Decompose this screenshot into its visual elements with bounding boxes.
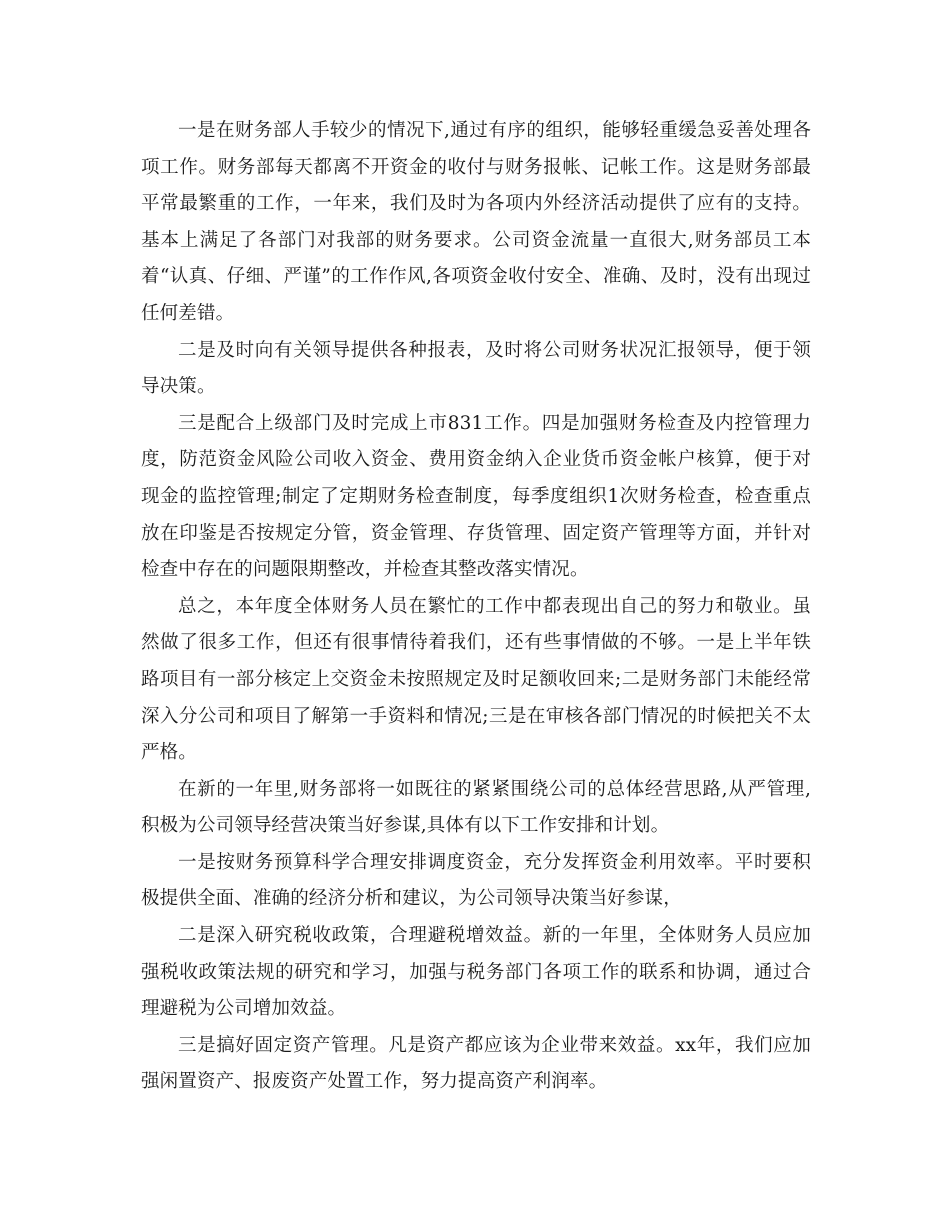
paragraph-2: 二是及时向有关领导提供各种报表，及时将公司财务状况汇报领导，便于领导决策。 [141,339,811,398]
paragraph-1: 一是在财务部人手较少的情况下,通过有序的组织，能够轻重缓急妥善处理各项工作。财务部每天都离不开资金的收付与财务报帐、记帐工作。这是财务部最平常最繁重的工作，一年来，我们及时为各项内外经济活动提供了应有的支持。基本上满足了各部门对我部的财务要求。公司资金流量一直很大,财务部员工本着“认真、仔细、严谨”的工作作风,各项资金收付安全、准确、及时，没有出现过任何差错。 [141,120,811,324]
paragraph-4: 总之，本年度全体财务人员在繁忙的工作中都表现出自己的努力和敬业。虽然做了很多工作，但还有很事情待着我们，还有些事情做的不够。一是上半年铁路项目有一部分核定上交资金未按照规定及时足额收回来;二是财务部门未能经常深入分公司和项目了解第一手资料和情况;三是在审核各部门情况的时候把关不太严格。 [141,595,811,764]
paragraph-6: 一是按财务预算科学合理安排调度资金，充分发挥资金利用效率。平时要积极提供全面、准确的经济分析和建议，为公司领导决策当好参谋， [141,851,811,910]
paragraph-5: 在新的一年里,财务部将一如既往的紧紧围绕公司的总体经营思路,从严管理,积极为公司领导经营决策当好参谋,具体有以下工作安排和计划。 [141,778,811,837]
document-body [141,113,811,1101]
paragraph-7: 二是深入研究税收政策，合理避税增效益。新的一年里，全体财务人员应加强税收政策法规的研究和学习，加强与税务部门各项工作的联系和协调，通过合理避税为公司增加效益。 [141,925,811,1020]
paragraph-3: 三是配合上级部门及时完成上市831工作。四是加强财务检查及内控管理力度，防范资金风险公司收入资金、费用资金纳入企业货币资金帐户核算，便于对现金的监控管理;制定了定期财务检查制度，每季度组织1次财务检查，检查重点放在印鉴是否按规定分管，资金管理、存货管理、固定资产管理等方面，并针对检查中存在的问题限期整改，并检查其整改落实情况。 [141,412,811,581]
paragraph-8: 三是搞好固定资产管理。凡是资产都应该为企业带来效益。xx年，我们应加强闲置资产、报废资产处置工作，努力提高资产利润率。 [141,1034,811,1093]
